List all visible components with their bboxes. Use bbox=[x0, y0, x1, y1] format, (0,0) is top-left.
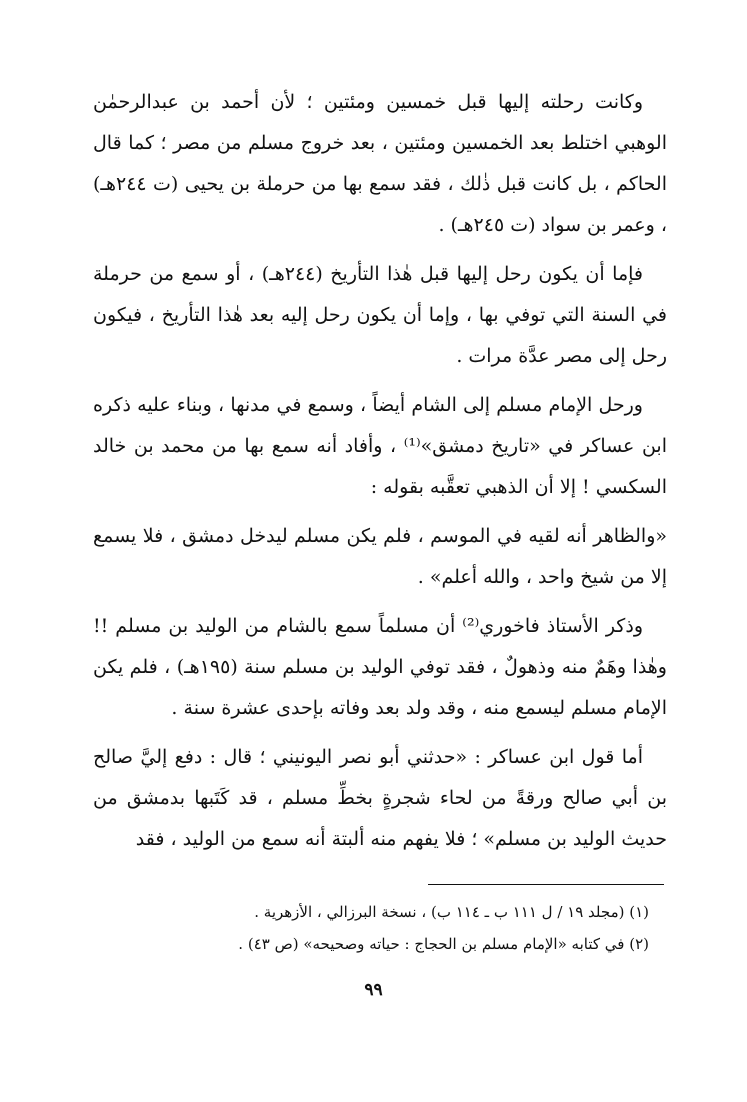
paragraph-6: أما قول ابن عساكر : «حدثني أبو نصر اليونيني ؛ قال : دفع إليَّ صالح بن أبي صالح ورقةً من لحاء شجرةٍ بخطِّ مسلم ، قد كَتَبها بدمشق من حديث الوليد بن مسلم» ؛ فلا يفهم منه ألبتة أنه سمع من الوليد ، فقد bbox=[93, 746, 667, 850]
footnotes bbox=[93, 896, 667, 960]
footnote-1: (١) (مجلد ١٩ / ل ١١١ ب ـ ١١٤ ب) ، نسخة البرزالي ، الأزهرية . bbox=[254, 903, 649, 921]
paragraph-5: وذكر الأستاذ فاخوري⁽²⁾ أن مسلماً سمع بالشام من الوليد بن مسلم !! وهٰذا وهَمٌ منه وذهولٌ ، فقد توفي الوليد بن مسلم سنة (١٩٥هـ) ، فلم يكن الإمام مسلم ليسمع منه ، وقد ولد بعد وفاته بإحدى عشرة سنة . bbox=[93, 615, 667, 719]
paragraph-4-quote: «والظاهر أنه لقيه في الموسم ، فلم يكن مسلم ليدخل دمشق ، فلا يسمع إلا من شيخ واحد ، والله أعلم» . bbox=[93, 525, 667, 588]
paragraph-1: وكانت رحلته إليها قبل خمسين ومئتين ؛ لأن أحمد بن عبدالرحمٰن الوهبي اختلط بعد الخمسين ومئتين ، بعد خروج مسلم من مصر ؛ كما قال الحاكم ، بل كانت قبل ذٰلك ، فقد سمع بها من حرملة بن يحيى (ت ٢٤٤هـ) ، وعمر بن سواد (ت ٢٤٥هـ) . bbox=[93, 91, 667, 236]
footnote-separator bbox=[428, 884, 664, 885]
footnote-2: (٢) في كتابه «الإمام مسلم بن الحجاج : حياته وصحيحه» (ص ٤٣) . bbox=[238, 935, 649, 953]
main-text bbox=[93, 82, 667, 868]
paragraph-3: ورحل الإمام مسلم إلى الشام أيضاً ، وسمع في مدنها ، وبناء عليه ذكره ابن عساكر في «تاريخ دمشق»⁽¹⁾ ، وأفاد أنه سمع بها من محمد بن خالد السكسي ! إلا أن الذهبي تعقَّبه بقوله : bbox=[93, 394, 667, 498]
page-number: ٩٩ bbox=[364, 980, 383, 1000]
paragraph-2: فإما أن يكون رحل إليها قبل هٰذا التأريخ (٢٤٤هـ) ، أو سمع من حرملة في السنة التي توفي بها ، وإما أن يكون رحل إليه بعد هٰذا التأريخ ، فيكون رحل إلى مصر عدَّة مرات . bbox=[93, 263, 667, 367]
